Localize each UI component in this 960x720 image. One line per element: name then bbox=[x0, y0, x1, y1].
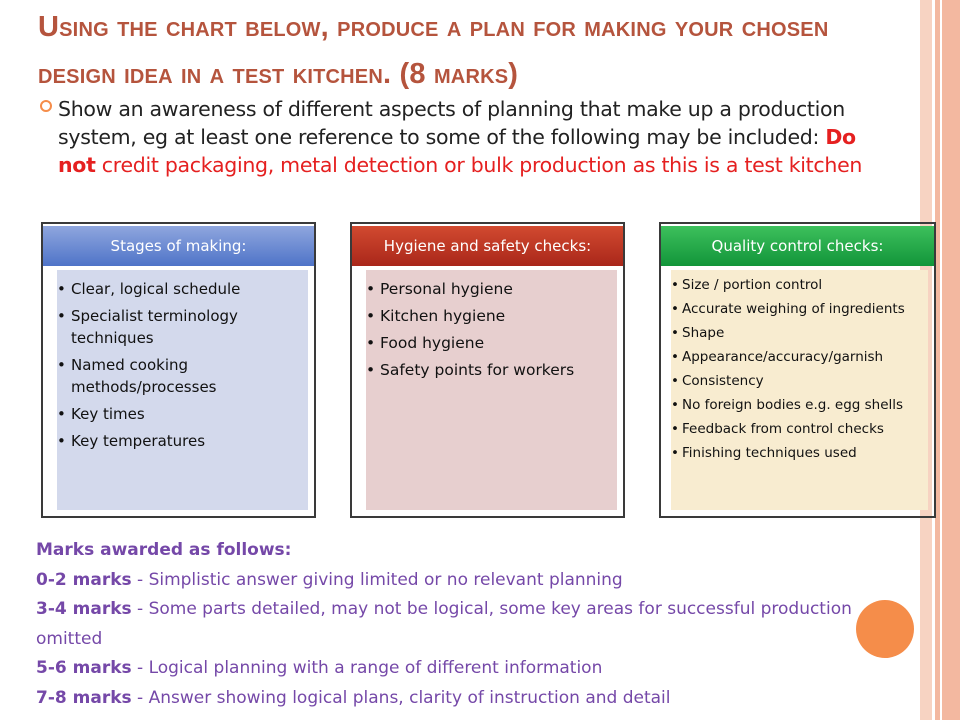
quality-list bbox=[671, 270, 928, 462]
slide-title: Using the chart below, produce a plan for making your chosen design idea in a test kitchen. (8 marks) bbox=[38, 11, 829, 90]
panel-header: Hygiene and safety checks: bbox=[352, 226, 623, 266]
list-item: • Appearance/accuracy/garnish bbox=[671, 348, 926, 366]
intro-red-text: credit packaging, metal detection or bulk production as this is a test kitchen bbox=[95, 153, 863, 177]
hygiene-list bbox=[366, 270, 617, 381]
panel-stages-of-making bbox=[41, 222, 316, 518]
list-item: • Key temperatures bbox=[57, 430, 304, 452]
panel-quality-control bbox=[659, 222, 936, 518]
list-item: • No foreign bodies e.g. egg shells bbox=[671, 396, 926, 414]
list-item: • Specialist terminology techniques bbox=[57, 305, 304, 349]
marks-description: - Some parts detailed, may not be logical, some key areas for successful production omitted bbox=[36, 599, 852, 649]
marks-row bbox=[36, 595, 856, 654]
intro-do-not: Do not bbox=[58, 125, 856, 177]
marks-label: 5-6 marks bbox=[36, 658, 132, 678]
list-item: • Safety points for workers bbox=[366, 359, 613, 381]
marks-description: - Answer showing logical plans, clarity of instruction and detail bbox=[131, 687, 671, 708]
marks-description: - Logical planning with a range of different information bbox=[131, 658, 603, 678]
marks-scheme bbox=[36, 536, 856, 713]
panel-body bbox=[366, 270, 617, 510]
intro-main-text: Show an awareness of different aspects of planning that make up a production system, eg at least one reference to some of the following may be included: bbox=[58, 97, 845, 149]
marks-description: - Simplistic answer giving limited or no relevant planning bbox=[131, 569, 623, 590]
marks-row bbox=[36, 566, 856, 596]
list-item: • Kitchen hygiene bbox=[366, 305, 613, 327]
stages-list bbox=[57, 270, 308, 452]
list-item: • Shape bbox=[671, 324, 926, 342]
panel-header: Stages of making: bbox=[43, 226, 314, 266]
panel-header: Quality control checks: bbox=[661, 226, 934, 266]
decor-band-line bbox=[940, 0, 942, 720]
intro-text bbox=[58, 95, 900, 179]
marks-row bbox=[36, 684, 856, 714]
intro-bullet-point bbox=[40, 95, 900, 179]
list-item: • Accurate weighing of ingredients bbox=[671, 300, 926, 318]
list-item: • Clear, logical schedule bbox=[57, 278, 304, 300]
decor-band-dark bbox=[935, 0, 960, 720]
marks-label: 3-4 marks bbox=[36, 599, 132, 619]
marks-heading: Marks awarded as follows: bbox=[36, 540, 292, 560]
marks-label: 7-8 marks bbox=[36, 687, 132, 708]
list-item: • Key times bbox=[57, 403, 304, 425]
orange-circle-decoration bbox=[856, 600, 914, 658]
list-item: • Personal hygiene bbox=[366, 278, 613, 300]
list-item: • Finishing techniques used bbox=[671, 444, 926, 462]
marks-label: 0-2 marks bbox=[36, 569, 132, 590]
list-item: • Consistency bbox=[671, 372, 926, 390]
marks-row bbox=[36, 654, 856, 684]
list-item: • Named cooking methods/processes bbox=[57, 354, 304, 398]
list-item: • Feedback from control checks bbox=[671, 420, 926, 438]
list-item: • Food hygiene bbox=[366, 332, 613, 354]
list-item: • Size / portion control bbox=[671, 276, 926, 294]
panel-hygiene-safety bbox=[350, 222, 625, 518]
panel-body bbox=[671, 270, 928, 510]
panel-body bbox=[57, 270, 308, 510]
circle-bullet-icon bbox=[40, 100, 52, 112]
